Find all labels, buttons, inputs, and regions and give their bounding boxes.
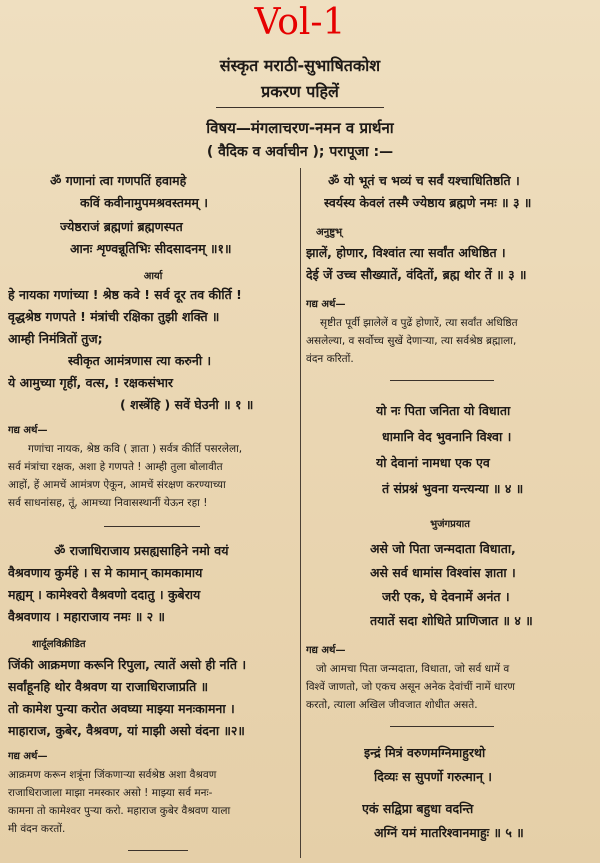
prose-line: विश्वें जाणतो, जो एकच असून अनेक देवांचीं नामें धारण <box>306 681 516 693</box>
verse-line: एकं सद्विप्रा बहुधा वदन्ति <box>362 801 474 816</box>
prose-line: कामना तो कामेश्वर पुऱ्या करो. महाराज कुबेर वैश्रवण याला <box>8 805 231 817</box>
prose-line: राजाधिराजाला माझा नमस्कार असो ! माझ्या सर्व मनः- <box>8 787 213 799</box>
verse-line: ये आमुच्या गृहीं, वत्स, ! रक्षकसंभार <box>8 375 174 390</box>
prose-label: गद्य अर्थ— <box>8 751 48 762</box>
verse-line: आम्ही निमंत्रितों तुज; <box>8 331 103 346</box>
section-rule <box>390 726 494 727</box>
verse-line: यो नः पिता जनिता यो विधाता <box>376 403 511 418</box>
prose-line: सर्व मंत्रांचा रक्षक, अशा हे गणपते ! आम्ही तुला बोलावीत <box>8 461 223 473</box>
prose-line: करतो, त्याला अखिल जीवजात शोधीत असते. <box>306 699 478 711</box>
left-column <box>8 166 298 855</box>
book-title: संस्कृत मराठी-सुभाषितकोश <box>219 56 381 75</box>
verse-line: स्वीकृत आमंत्रणास त्या करुनी । <box>68 353 212 368</box>
meter-label: शार्दूलविक्रीडित <box>32 639 86 650</box>
verse-line: ॐ गणानां त्वा गणपतिं हवामहे <box>50 173 187 188</box>
section-rule <box>390 380 494 381</box>
prose-label: गद्य अर्थ— <box>306 645 346 656</box>
verse-line: तं संप्रश्नं भुवना यन्त्यन्या ॥ ४ ॥ <box>382 481 524 496</box>
verse-line: हे नायका गणांच्या ! श्रेष्ठ कवे ! सर्व दूर तव कीर्ति ! <box>8 287 242 302</box>
verse-line: जिंकी आक्रमणा करूनि रिपुला, त्यातें असो ही नति । <box>8 657 247 672</box>
verse-line: असे सर्व धामांस विश्वांस ज्ञाता । <box>370 565 516 580</box>
volume-label: Vol-1 <box>254 2 346 43</box>
verse-line: झालें, होणार, विश्वांत त्या सर्वांत अधिष्ठित । <box>306 245 506 260</box>
verse-line: तयातें सदा शोधिते प्राणिजात ॥ ४ ॥ <box>370 613 533 628</box>
subtitle-heading: ( वैदिक व अर्वाचीन ); परापूजा :— <box>206 144 394 160</box>
column-divider <box>300 168 302 858</box>
verse-line: यो देवानां नामधा एक एव <box>376 455 490 470</box>
verse-line: ज्येष्ठराजं ब्रह्मणां ब्रह्मणस्पत <box>60 219 183 234</box>
verse-line: देई जें उच्च सौख्यातें, वंदितों, ब्रह्म थोर तें ॥ ३ ॥ <box>306 267 527 282</box>
verse-line: ( शस्त्रेंहि ) सवें घेउनी ॥ १ ॥ <box>120 397 254 412</box>
verse-line: जरी एक, घे देवनामें अनंत । <box>382 589 510 604</box>
verse-line: स्वर्यस्य केवलं तस्मै ज्येष्ठाय ब्रह्मणे नमः ॥ ३ ॥ <box>324 195 532 210</box>
prose-line: सृष्टीत पूर्वी झालेलें व पुढें होणारें, त्या सर्वांत अधिष्ठित <box>320 317 518 329</box>
header-rule <box>216 107 384 108</box>
verse-line: वैश्रवणाय । महाराजाय नमः ॥ २ ॥ <box>8 609 165 624</box>
verse-line: धामानि वेद भुवनानि विश्वा । <box>382 429 512 444</box>
chapter-title: प्रकरण पहिलें <box>261 82 339 101</box>
verse-line: वैश्रवणाय कुर्महे । स मे कामान् कामकामाय <box>8 565 203 580</box>
section-rule <box>128 850 188 851</box>
prose-line: आक्रमण करून शत्रूंना जिंकणाऱ्या सर्वश्रेष्ठ अशा वैश्रवण <box>8 769 217 781</box>
verse-line: दिव्यः स सुपर्णो गरुत्मान् । <box>374 769 493 784</box>
meter-label: अनुष्टुभ् <box>316 227 343 238</box>
prose-label: गद्य अर्थ— <box>8 425 48 436</box>
verse-line: तो कामेश पुन्या करोत अवघ्या माझ्या मनःकामना । <box>8 701 235 716</box>
verse-line: असे जो पिता जन्मदाता विधाता, <box>370 541 516 556</box>
verse-line: वृद्धश्रेष्ठ गणपते ! मंत्रांची रक्षिका तुझी शक्ति ॥ <box>8 309 220 324</box>
prose-line: जो आमचा पिता जन्मदाता, विधाता, जो सर्व धामें व <box>316 663 510 675</box>
verse-line: अग्निं यमं मातरिश्वानमाहुः ॥ ५ ॥ <box>374 825 524 840</box>
meter-label: आर्या <box>143 271 163 282</box>
verse-line: माहाराज, कुबेर, वैश्रवण, यां माझी असो वंदना ॥२॥ <box>8 723 245 738</box>
prose-label: गद्य अर्थ— <box>306 299 346 310</box>
verse-line: ॐ राजाधिराजाय प्रसह्यसाहिने नमो वयं <box>54 543 229 558</box>
prose-line: असलेल्या, व सर्वोच्च सुखें देणाऱ्या, त्या सर्वश्रेष्ठ ब्रह्माला, <box>306 335 517 347</box>
meter-label: भुजंगप्रयात <box>430 519 470 530</box>
verse-line: इन्द्रं मित्रं वरुणमग्निमाहुरथो <box>364 745 486 760</box>
verse-line: सर्वांहूनहि थोर वैश्रवण या राजाधिराजाप्रति ॥ <box>8 679 209 694</box>
verse-line: ॐ यो भूतं च भव्यं च सर्वं यश्चाधितिष्ठति । <box>328 173 520 188</box>
prose-line: गणांचा नायक, श्रेष्ठ कवि ( ज्ञाता ) सर्वत्र कीर्ति पसरलेला, <box>28 443 243 455</box>
verse-line: मह्यम् । कामेश्वरो वैश्रवणो ददातु । कुबेराय <box>8 587 201 602</box>
prose-line: वंदन करितों. <box>306 353 354 365</box>
section-rule <box>104 526 200 527</box>
right-column <box>306 166 594 855</box>
verse-line: आनः शृण्वन्नूतिभिः सीदसादनम् ॥१॥ <box>70 241 232 256</box>
prose-line: मी वंदन करतों. <box>8 823 66 835</box>
verse-line: कविं कवीनामुपमश्रवस्तमम् । <box>80 195 208 210</box>
subject-heading: विषय—मंगलाचरण-नमन व प्रार्थना <box>206 119 394 137</box>
prose-line: आहों, हें आमचें आमंत्रण ऐकून, आमचें संरक्षण करण्याच्या <box>8 479 226 491</box>
prose-line: सर्व साधनांसह, तूं, आमच्या निवासस्थानीं येऊन रहा ! <box>8 497 208 509</box>
